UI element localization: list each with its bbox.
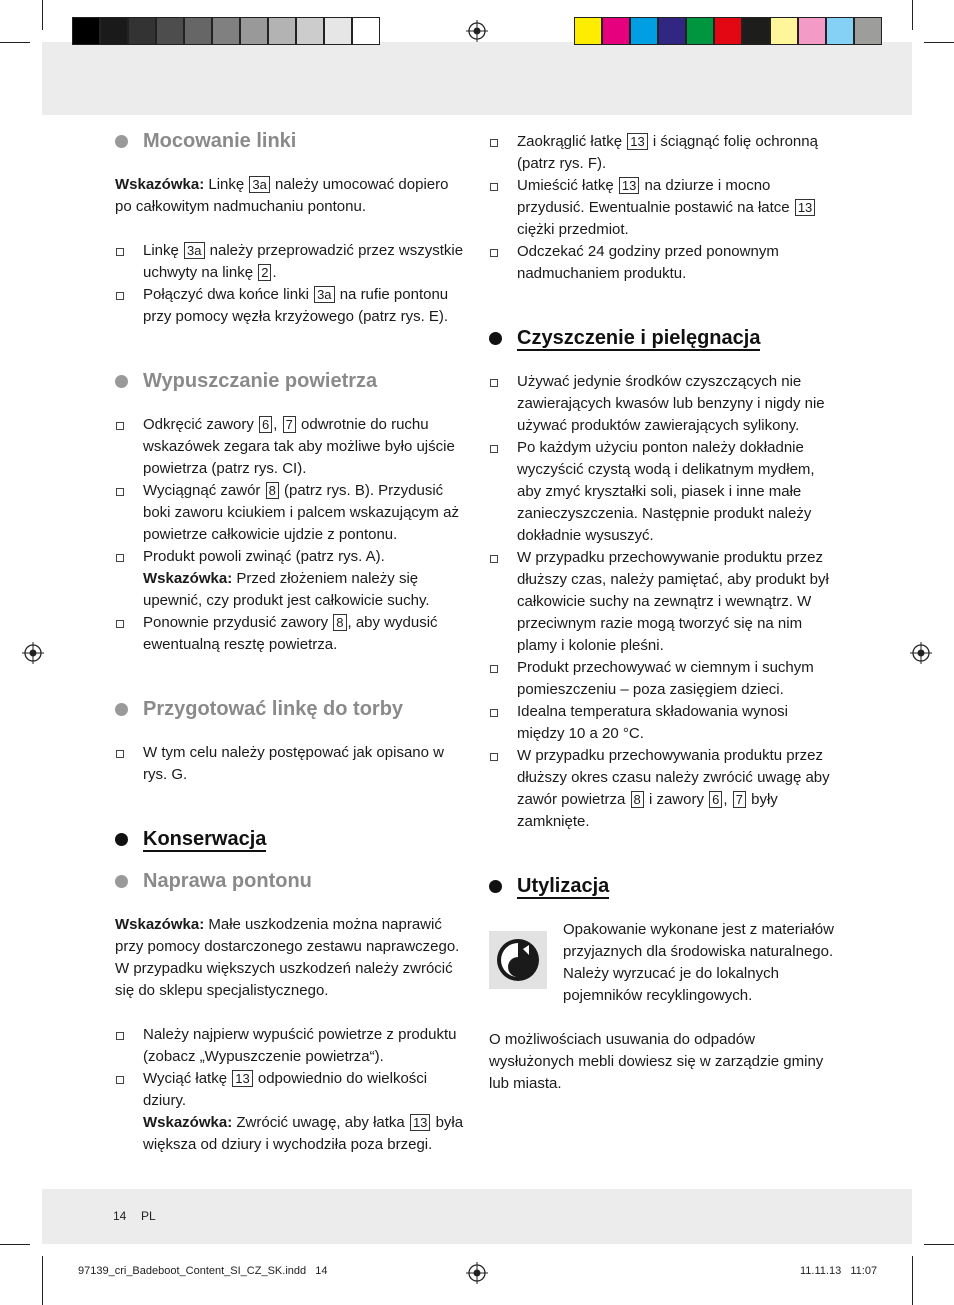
bullet-dot-icon bbox=[489, 880, 502, 893]
color-swatch bbox=[268, 17, 296, 45]
color-swatch bbox=[296, 17, 324, 45]
color-swatch bbox=[658, 17, 686, 45]
crop-mark bbox=[912, 0, 913, 30]
language-code: PL bbox=[141, 1209, 156, 1223]
list-item: W przypadku przechowywanie produktu przez dłuższy czas, należy pamiętać, aby produkt był całkowicie suchy na zewnątrz i wewnątrz. W przeciwnym razie mogą tworzyć się na nim plamy i kolonie pleśni. bbox=[489, 547, 839, 657]
step-list bbox=[489, 371, 839, 833]
list-item: Zaokrąglić łatkę 13 i ściągnąć folię ochronną (patrz rys. F). bbox=[489, 131, 839, 175]
checkbox-bullet-icon bbox=[490, 139, 498, 147]
crop-mark bbox=[924, 1244, 954, 1245]
packaging-paragraph: Opakowanie wykonane jest z materiałów przyjaznych dla środowiska naturalnego. Należy wyrzucać je do lokalnych pojemników recyklingowych. bbox=[563, 921, 834, 1004]
crosshair-registration-icon bbox=[466, 20, 488, 42]
color-swatch bbox=[714, 17, 742, 45]
list-item: Odkręcić zawory 6 , 7 odwrotnie do ruchu wskazówek zegara tak aby możliwe było ujście powietrza (patrz rys. CI). bbox=[115, 414, 465, 480]
list-item: Połączyć dwa końce linki 3a na rufie pontonu przy pomocy węzła krzyżowego (patrz rys. E). bbox=[115, 284, 465, 328]
color-swatch bbox=[72, 17, 100, 45]
footer-band bbox=[42, 1189, 912, 1244]
checkbox-bullet-icon bbox=[116, 488, 124, 496]
color-swatch bbox=[854, 17, 882, 45]
list-item: Ponownie przydusić zawory 8 , aby wydusić ewentualną resztę powietrza. bbox=[115, 612, 465, 656]
checkbox-bullet-icon bbox=[490, 379, 498, 387]
color-swatch bbox=[686, 17, 714, 45]
list-item: Używać jedynie środków czyszczących nie zawierających kwasów lub benzyny i nigdy nie używać produktów zawierających sylikony. bbox=[489, 371, 839, 437]
crosshair-registration-icon bbox=[910, 642, 932, 664]
checkbox-bullet-icon bbox=[116, 292, 124, 300]
step-list bbox=[115, 742, 465, 786]
print-date: 11.11.13 11:07 bbox=[800, 1265, 878, 1277]
color-swatch bbox=[770, 17, 798, 45]
part-ref: 3a bbox=[249, 176, 269, 193]
note-paragraph: Wskazówka: Małe uszkodzenia można naprawić przy pomocy dostarczonego zestawu naprawczego. W przypadku większych uszkodzeń należy zwrócić się do sklepu specjalistycznego. bbox=[115, 916, 460, 999]
section-heading: Naprawa pontonu bbox=[115, 868, 465, 894]
list-item: Należy najpierw wypuścić powietrze z produktu (zobacz „Wypuszczenie powietrza“). bbox=[115, 1024, 465, 1068]
color-swatch bbox=[742, 17, 770, 45]
color-swatch bbox=[184, 17, 212, 45]
list-item: Produkt powoli zwinąć (patrz rys. A). Wskazówka: Przed złożeniem należy się upewnić, czy produkt jest całkowicie suchy. bbox=[115, 546, 465, 612]
list-item: Umieścić łatkę 13 na dziurze i mocno przydusić. Ewentualnie postawić na łatce 13 ciężki przedmiot. bbox=[489, 175, 839, 241]
section-heading: Czyszczenie i pielęgnacja bbox=[489, 325, 839, 351]
crosshair-registration-icon bbox=[22, 642, 44, 664]
step-list bbox=[489, 131, 839, 285]
disposal-paragraph: O możliwościach usuwania do odpadów wysłużonych mebli dowiesz się w zarządzie gminy lub miasta. bbox=[489, 1031, 824, 1092]
step-list bbox=[115, 414, 465, 656]
color-swatch bbox=[352, 17, 380, 45]
section-heading: Mocowanie linki bbox=[115, 128, 465, 154]
page-number: 14 bbox=[113, 1209, 127, 1223]
list-item: W przypadku przechowywania produktu przez dłuższy okres czasu należy zwrócić uwagę aby zawór powietrza 8 i zawory 6 , 7 były zamknięte. bbox=[489, 745, 839, 833]
color-swatch bbox=[826, 17, 854, 45]
crop-mark bbox=[42, 0, 43, 30]
checkbox-bullet-icon bbox=[116, 750, 124, 758]
color-swatch bbox=[128, 17, 156, 45]
list-item: Odczekać 24 godziny przed ponownym nadmuchaniem produktu. bbox=[489, 241, 839, 285]
bullet-dot-icon bbox=[115, 375, 128, 388]
color-swatch bbox=[630, 17, 658, 45]
section-heading: Wypuszczanie powietrza bbox=[115, 368, 465, 394]
checkbox-bullet-icon bbox=[116, 1032, 124, 1040]
recycling-block bbox=[489, 919, 839, 1007]
checkbox-bullet-icon bbox=[116, 422, 124, 430]
left-column bbox=[115, 128, 465, 1156]
bullet-dot-icon bbox=[115, 135, 128, 148]
green-dot-recycling-icon bbox=[489, 931, 547, 989]
crop-mark bbox=[42, 1256, 43, 1305]
color-swatch bbox=[240, 17, 268, 45]
list-item: Produkt przechowywać w ciemnym i suchym pomieszczeniu – poza zasięgiem dzieci. bbox=[489, 657, 839, 701]
note-paragraph: Wskazówka: Linkę 3a należy umocować dopiero po całkowitym nadmuchaniu pontonu. bbox=[115, 176, 449, 215]
right-column bbox=[489, 131, 839, 1095]
bullet-dot-icon bbox=[115, 875, 128, 888]
step-list bbox=[115, 1024, 465, 1156]
color-swatch bbox=[798, 17, 826, 45]
crop-mark bbox=[0, 42, 30, 43]
list-item: Wyciągnąć zawór 8 (patrz rys. B). Przydusić boki zaworu kciukiem i palcem wskazującym aż powietrze całkowicie ujdzie z pontonu. bbox=[115, 480, 465, 546]
step-list bbox=[115, 240, 465, 328]
crop-mark bbox=[924, 42, 954, 43]
checkbox-bullet-icon bbox=[490, 249, 498, 257]
header-band bbox=[42, 42, 912, 115]
checkbox-bullet-icon bbox=[116, 248, 124, 256]
crop-mark bbox=[912, 1256, 913, 1305]
color-swatch bbox=[324, 17, 352, 45]
list-item: Wyciąć łatkę 13 odpowiednio do wielkości dziury. Wskazówka: Zwrócić uwagę, aby łatka 13 była większa od dziury i wychodziła poza brzegi. bbox=[115, 1068, 465, 1156]
file-name: 97139_cri_Badeboot_Content_SI_CZ_SK.indd 14 bbox=[78, 1265, 328, 1277]
bullet-dot-icon bbox=[489, 332, 502, 345]
color-swatch bbox=[602, 17, 630, 45]
color-swatch bbox=[156, 17, 184, 45]
checkbox-bullet-icon bbox=[490, 665, 498, 673]
color-swatch bbox=[212, 17, 240, 45]
section-heading: Przygotować linkę do torby bbox=[115, 696, 465, 722]
checkbox-bullet-icon bbox=[490, 183, 498, 191]
checkbox-bullet-icon bbox=[490, 445, 498, 453]
checkbox-bullet-icon bbox=[116, 1076, 124, 1084]
checkbox-bullet-icon bbox=[116, 554, 124, 562]
color-swatch bbox=[574, 17, 602, 45]
color-swatch bbox=[100, 17, 128, 45]
section-heading: Konserwacja bbox=[115, 826, 465, 852]
checkbox-bullet-icon bbox=[490, 709, 498, 717]
checkbox-bullet-icon bbox=[116, 620, 124, 628]
crop-mark bbox=[0, 1244, 30, 1245]
bullet-dot-icon bbox=[115, 703, 128, 716]
list-item: Idealna temperatura składowania wynosi między 10 a 20 °C. bbox=[489, 701, 839, 745]
list-item: Linkę 3a należy przeprowadzić przez wszystkie uchwyty na linkę 2 . bbox=[115, 240, 465, 284]
list-item: Po każdym użyciu ponton należy dokładnie wyczyścić czystą wodą i delikatnym mydłem, aby zmyć kryształki soli, piasek i inne małe zanieczyszczenia. Następnie produkt należy dokładnie wysuszyć. bbox=[489, 437, 839, 547]
bullet-dot-icon bbox=[115, 833, 128, 846]
crosshair-registration-icon bbox=[466, 1262, 488, 1284]
checkbox-bullet-icon bbox=[490, 753, 498, 761]
checkbox-bullet-icon bbox=[490, 555, 498, 563]
list-item: W tym celu należy postępować jak opisano w rys. G. bbox=[115, 742, 465, 786]
section-heading: Utylizacja bbox=[489, 873, 839, 899]
